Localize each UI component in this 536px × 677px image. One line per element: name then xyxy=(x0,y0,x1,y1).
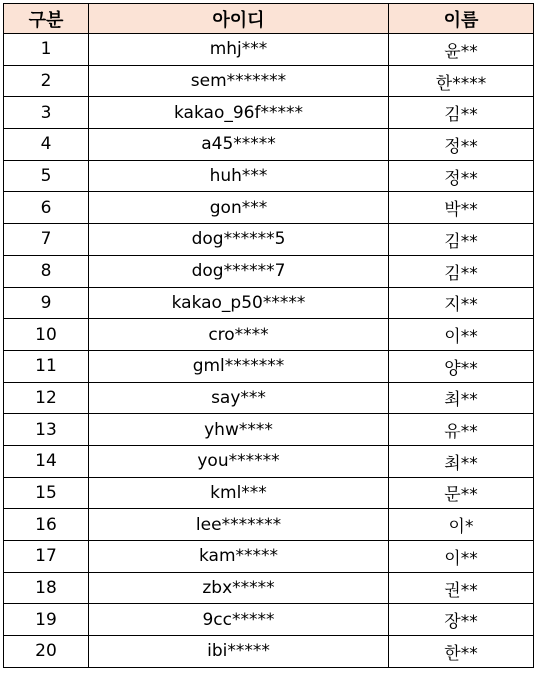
row-id-cell: kakao_p50***** xyxy=(89,287,389,319)
row-number-cell: 5 xyxy=(4,160,89,192)
row-name-cell: 최** xyxy=(389,445,534,477)
row-number-cell: 9 xyxy=(4,287,89,319)
row-number-cell: 17 xyxy=(4,541,89,573)
row-name-cell: 김** xyxy=(389,224,534,256)
row-name-cell: 한** xyxy=(389,636,534,668)
table-row xyxy=(4,97,534,129)
row-number-cell: 13 xyxy=(4,414,89,446)
row-id-cell: lee******* xyxy=(89,509,389,541)
row-id-cell: you****** xyxy=(89,445,389,477)
table-row xyxy=(4,287,534,319)
table-row xyxy=(4,319,534,351)
table-row xyxy=(4,224,534,256)
row-name-cell: 박** xyxy=(389,192,534,224)
table-row xyxy=(4,604,534,636)
row-id-cell: mhj*** xyxy=(89,34,389,66)
row-number-cell: 14 xyxy=(4,445,89,477)
row-name-cell: 권** xyxy=(389,572,534,604)
row-number-cell: 20 xyxy=(4,636,89,668)
row-number-cell: 12 xyxy=(4,382,89,414)
row-name-cell: 지** xyxy=(389,287,534,319)
row-name-cell: 문** xyxy=(389,477,534,509)
user-table xyxy=(3,3,534,668)
row-id-cell: dog******5 xyxy=(89,224,389,256)
row-id-cell: gon*** xyxy=(89,192,389,224)
row-name-cell: 이** xyxy=(389,319,534,351)
row-name-cell: 정** xyxy=(389,129,534,161)
row-number-cell: 3 xyxy=(4,97,89,129)
table-row xyxy=(4,572,534,604)
table-row xyxy=(4,160,534,192)
row-name-cell: 김** xyxy=(389,97,534,129)
row-id-cell: huh*** xyxy=(89,160,389,192)
row-id-cell: kam***** xyxy=(89,541,389,573)
row-id-cell: gml******* xyxy=(89,350,389,382)
row-name-cell: 윤** xyxy=(389,34,534,66)
row-number-cell: 1 xyxy=(4,34,89,66)
table-row xyxy=(4,65,534,97)
row-number-cell: 2 xyxy=(4,65,89,97)
row-id-cell: dog******7 xyxy=(89,255,389,287)
row-id-cell: say*** xyxy=(89,382,389,414)
row-name-cell: 최** xyxy=(389,382,534,414)
row-number-cell: 11 xyxy=(4,350,89,382)
header-number: 구분 xyxy=(4,4,89,34)
header-id: 아이디 xyxy=(89,4,389,34)
row-id-cell: cro**** xyxy=(89,319,389,351)
row-name-cell: 양** xyxy=(389,350,534,382)
row-id-cell: zbx***** xyxy=(89,572,389,604)
table-row xyxy=(4,636,534,668)
table-row xyxy=(4,350,534,382)
row-id-cell: kml*** xyxy=(89,477,389,509)
row-id-cell: sem******* xyxy=(89,65,389,97)
row-number-cell: 10 xyxy=(4,319,89,351)
row-number-cell: 18 xyxy=(4,572,89,604)
table-row xyxy=(4,445,534,477)
row-name-cell: 한**** xyxy=(389,65,534,97)
table-row xyxy=(4,477,534,509)
row-name-cell: 유** xyxy=(389,414,534,446)
table-row xyxy=(4,34,534,66)
table-body xyxy=(4,34,534,668)
row-number-cell: 19 xyxy=(4,604,89,636)
table-row xyxy=(4,414,534,446)
row-number-cell: 8 xyxy=(4,255,89,287)
row-id-cell: kakao_96f***** xyxy=(89,97,389,129)
row-number-cell: 4 xyxy=(4,129,89,161)
row-id-cell: 9cc***** xyxy=(89,604,389,636)
row-name-cell: 이** xyxy=(389,541,534,573)
table-row xyxy=(4,382,534,414)
table-row xyxy=(4,541,534,573)
row-name-cell: 김** xyxy=(389,255,534,287)
row-id-cell: ibi***** xyxy=(89,636,389,668)
table-row xyxy=(4,129,534,161)
row-id-cell: yhw**** xyxy=(89,414,389,446)
header-name: 이름 xyxy=(389,4,534,34)
row-name-cell: 장** xyxy=(389,604,534,636)
row-number-cell: 15 xyxy=(4,477,89,509)
row-number-cell: 16 xyxy=(4,509,89,541)
header-row xyxy=(4,4,534,34)
row-name-cell: 이* xyxy=(389,509,534,541)
table-row xyxy=(4,509,534,541)
table-row xyxy=(4,192,534,224)
row-number-cell: 7 xyxy=(4,224,89,256)
row-name-cell: 정** xyxy=(389,160,534,192)
row-number-cell: 6 xyxy=(4,192,89,224)
table-row xyxy=(4,255,534,287)
row-id-cell: a45***** xyxy=(89,129,389,161)
